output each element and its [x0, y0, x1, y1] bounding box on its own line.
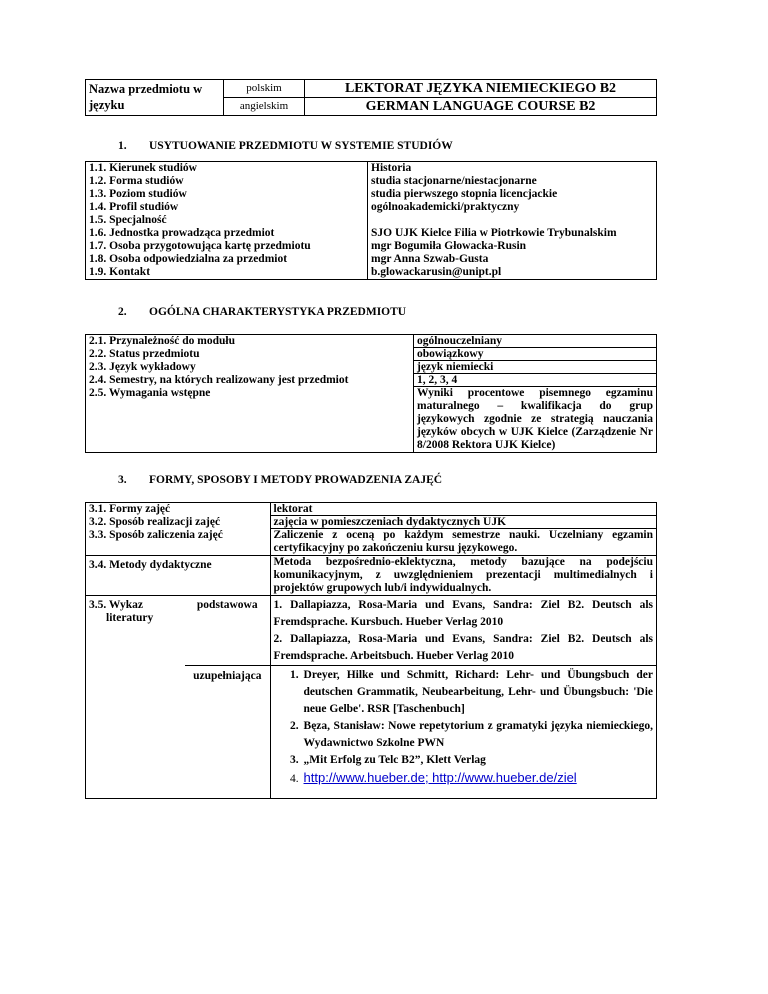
row-value: 1, 2, 3, 4: [414, 374, 656, 387]
title-polish: LEKTORAT JĘZYKA NIEMIECKIEGO B2: [305, 80, 657, 98]
row-label: 1.2. Forma studiów: [89, 175, 184, 187]
section-1-heading: 1. USYTUOWANIE PRZEDMIOTU W SYSTEMIE STUDIÓW: [118, 140, 453, 152]
english-label: angielskim: [224, 98, 305, 116]
section-2-heading: 2. OGÓLNA CHARAKTERYSTYKA PRZEDMIOTU: [118, 306, 407, 318]
row-value: mgr Anna Szwab-Gusta: [371, 253, 489, 265]
row-label: 1.5. Specjalność: [89, 214, 167, 226]
row-label: 1.9. Kontakt: [89, 266, 151, 278]
basic-literature-item: 1. Dallapiazza, Rosa-Maria und Evans, Sandra: Ziel B2. Deutsch als Fremdsprache. Kursbuch. Hueber Verlag 2010: [273, 599, 653, 628]
supplementary-literature-item: 3. „Mit Erfolg zu Telc B2”, Klett Verlag: [302, 752, 653, 769]
title-english: GERMAN LANGUAGE COURSE B2: [305, 98, 657, 116]
row-label: 1.6. Jednostka prowadząca przedmiot: [89, 227, 275, 239]
row-label: 2.5. Wymagania wstępne: [89, 387, 211, 399]
row-label: 3.3. Sposób zaliczenia zajęć: [89, 529, 223, 541]
row-value: ogólnoakademicki/praktyczny: [371, 201, 520, 213]
basic-literature-label: podstawowa: [185, 596, 270, 666]
basic-literature-item: 2. Dallapiazza, Rosa-Maria und Evans, Sandra: Ziel B2. Deutsch als Fremdsprache. Arbeitsbuch. Hueber Verlag 2010: [273, 633, 653, 662]
forms-value: lektorat: [271, 503, 656, 516]
polish-label: polskim: [224, 80, 305, 98]
row-label: 1.1. Kierunek studiów: [89, 162, 197, 174]
row-label: 2.2. Status przedmiotu: [89, 348, 200, 360]
supplementary-literature-item: [302, 769, 653, 788]
row-label: 3.2. Sposób realizacji zajęć: [89, 516, 221, 528]
basic-literature-list: [270, 596, 656, 666]
row-value: mgr Bogumiła Głowacka-Rusin: [371, 240, 527, 252]
methods-value: Metoda bezpośrednio-eklektyczna, metody bazujące na podejściu komunikacyjnym, z uwzględnieniem prezentacji multimedialnych i projektów grupowych lub/i indywidualnych.: [270, 556, 656, 596]
contact-email: b.glowackarusin@unipt.pl: [371, 266, 502, 278]
row-value: studia pierwszego stopnia licencjackie: [371, 188, 558, 200]
supplementary-literature-label: uzupełniająca: [185, 666, 270, 799]
hueber-website-link[interactable]: http://www.hueber.de; http://www.hueber.de/ziel: [303, 770, 577, 785]
section-2-values: [414, 335, 657, 453]
prerequisites-text: Wyniki procentowe pisemnego egzaminu maturalnego – kwalifikacja do grup językowych zgodnie ze strategią nauczania języków obcych w UJK Kielce (Zarządzenie Nr 8/2008 Rektora UJK Kielce): [417, 387, 653, 451]
row-value: SJO UJK Kielce Filia w Piotrkowie Trybunalskim: [371, 227, 617, 239]
supplementary-literature-list: [270, 666, 656, 799]
assessment-value: Zaliczenie z oceną po każdym semestrze nauki. Uczelniany egzamin certyfikacyjny po zakończeniu kursu językowego.: [273, 529, 653, 554]
section-1-table: [85, 161, 657, 280]
row-value: studia stacjonarne/niestacjonarne: [371, 175, 537, 187]
row-label: 3.1. Formy zajęć: [89, 503, 171, 515]
row-label: 2.1. Przynależność do modułu: [89, 335, 235, 347]
row-value: obowiązkowy: [414, 348, 656, 361]
section-3-heading: 3. FORMY, SPOSOBY I METODY PROWADZENIA ZAJĘĆ: [118, 474, 443, 486]
section-3-values-top: [270, 503, 656, 556]
row-value: Historia: [371, 162, 412, 174]
section-3-table: [85, 502, 657, 799]
section-2-table: [85, 334, 657, 453]
row-value: ogólnouczelniany: [414, 335, 656, 348]
section-1-values: [368, 162, 657, 280]
methods-label: 3.4. Metody dydaktyczne: [86, 556, 271, 596]
supplementary-literature-item: 1. Dreyer, Hilke und Schmitt, Richard: Lehr- und Übungsbuch der deutschen Grammatik, Neubearbeitung, Lehr- und Übungsbuch: 'Die neue Gelbe'. RSR [Taschenbuch]: [302, 667, 653, 718]
row-label: 1.3. Poziom studiów: [89, 188, 187, 200]
row-label: 2.4. Semestry, na których realizowany jest przedmiot: [89, 374, 349, 386]
row-label: 2.3. Język wykładowy: [89, 361, 196, 373]
realization-value: zajęcia w pomieszczeniach dydaktycznych UJK: [271, 516, 656, 529]
section-2-labels: [86, 335, 414, 453]
supplementary-literature-item: 2. Bęza, Stanisław: Nowe repetytorium z gramatyki języka niemieckiego, Wydawnictwo Szkolne PWN: [302, 718, 653, 752]
literature-label: 3.5. Wykaz literatury: [86, 596, 186, 799]
row-value: język niemiecki: [414, 361, 656, 374]
row-label: 1.8. Osoba odpowiedzialna za przedmiot: [89, 253, 288, 265]
section-3-labels-top: [86, 503, 271, 556]
row-label: 1.7. Osoba przygotowująca kartę przedmiotu: [89, 240, 311, 252]
course-name-label: Nazwa przedmiotu w języku: [86, 80, 224, 116]
row-label: 1.4. Profil studiów: [89, 201, 179, 213]
course-name-table: [85, 79, 657, 116]
section-1-labels: [86, 162, 368, 280]
row-value: [371, 214, 653, 227]
